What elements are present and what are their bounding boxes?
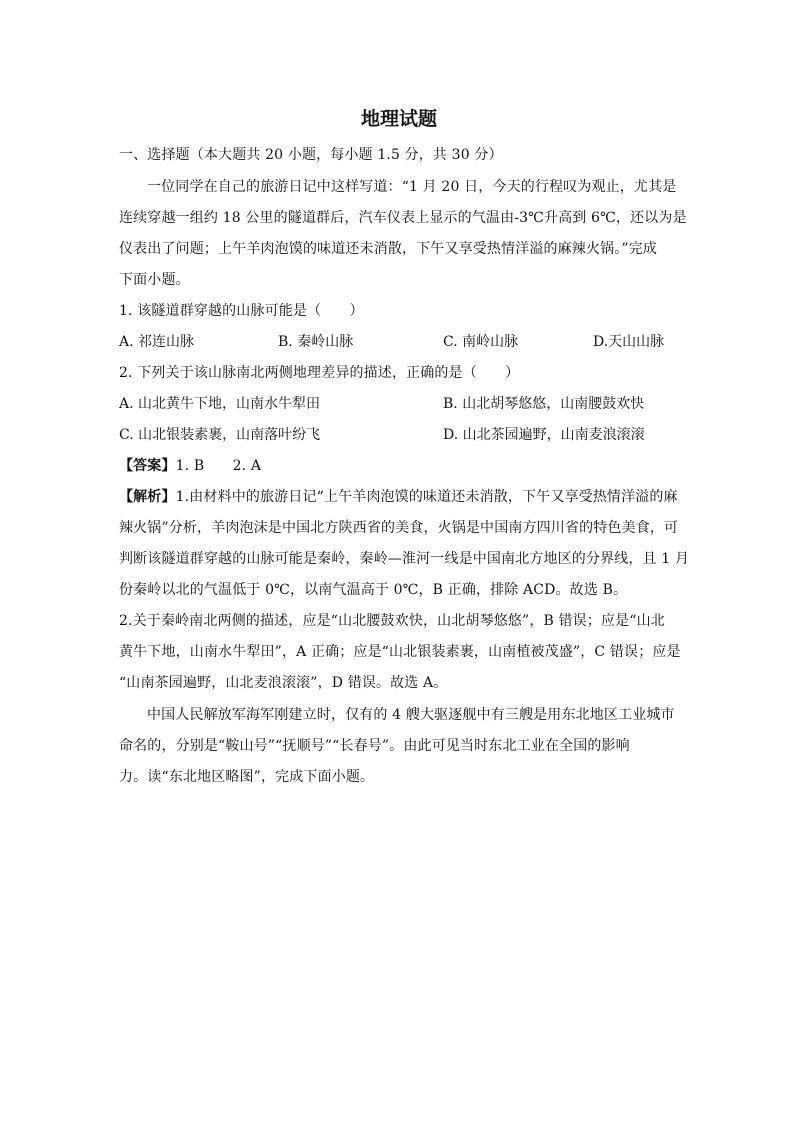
passage1-line-2: 连续穿越一组约 18 公里的隧道群后，汽车仪表上显示的气温由-3℃升高到 6℃，还以为是 (119, 210, 687, 226)
analysis-label: 【解析】 (119, 489, 176, 505)
passage2-line-3: 力。读“东北地区略图”，完成下面小题。 (119, 769, 375, 785)
q2-option-a: A. 山北黄牛下地，山南水牛犁田 (119, 396, 321, 412)
analysis-line-6: 黄牛下地，山南水牛犁田”，A 正确；应是“山北银装素裹，山南植被茂盛”，C 错误；应是 (119, 644, 681, 660)
analysis-line-7: “山南茶园遍野，山北麦浪滚滚”，D 错误。故选 A。 (119, 675, 448, 691)
q2-option-b: B. 山北胡琴悠悠，山南腰鼓欢快 (443, 396, 645, 412)
passage2-line-1: 中国人民解放军海军刚建立时，仅有的 4 艘大驱逐舰中有三艘是用东北地区工业城市 (147, 707, 675, 723)
analysis-line-4: 份秦岭以北的气温低于 0℃，以南气温高于 0℃，B 正确，排除 ACD。故选 B。 (119, 582, 628, 598)
q1-option-d: D.天山山脉 (593, 334, 665, 350)
q1-option-b: B. 秦岭山脉 (278, 334, 354, 350)
q2-option-d: D. 山北茶园遍野，山南麦浪滚滚 (443, 427, 645, 443)
answer-label: 【答案】 (119, 458, 176, 474)
answer-text: 1. B 2. A (175, 458, 262, 474)
question-1-options (119, 333, 679, 351)
analysis-line-1 (119, 488, 678, 506)
question-1-stem: 1. 该隧道群穿越的山脉可能是（ ） (119, 303, 364, 319)
question-2-stem: 2. 下列关于该山脉南北两侧地理差异的描述，正确的是（ ） (119, 365, 520, 381)
analysis-line-2: 辣火锅”分析，羊肉泡沫是中国北方陕西省的美食，火锅是中国南方四川省的特色美食，可 (119, 520, 679, 536)
answer-line (119, 457, 261, 475)
passage1-line-1: 一位同学在自己的旅游日记中这样写道：“1 月 20 日，今天的行程叹为观止，尤其是 (147, 179, 677, 195)
passage2-line-2: 命名的，分别是“鞍山号”“抚顺号”“长春号”。由此可见当时东北工业在全国的影响 (119, 738, 630, 754)
q1-option-c: C. 南岭山脉 (443, 334, 519, 350)
section-heading: 一、选择题（本大题共 20 小题，每小题 1.5 分，共 30 分） (119, 147, 503, 163)
question-2-options-row-1 (119, 395, 679, 413)
passage1-line-3: 仪表出了问题；上午羊肉泡馍的味道还未消散，下午又享受热情洋溢的麻辣火锅。”完成 (119, 241, 658, 257)
question-2-options-row-2 (119, 426, 679, 444)
q2-option-c: C. 山北银装素裹，山南落叶纷飞 (119, 427, 321, 443)
analysis-line-5: 2.关于秦岭南北两侧的描述，应是“山北腰鼓欢快，山北胡琴悠悠”，B 错误；应是“山北 (119, 613, 665, 629)
q1-option-a: A. 祁连山脉 (119, 334, 195, 350)
passage1-line-4: 下面小题。 (119, 272, 190, 288)
analysis-text-1: 1.由材料中的旅游日记“上午羊肉泡馍的味道还未消散，下午又享受热情洋溢的麻 (175, 489, 678, 505)
page-title: 地理试题 (360, 108, 437, 130)
analysis-line-3: 判断该隧道群穿越的山脉可能是秦岭，秦岭—淮河一线是中国南北方地区的分界线，且 1 月 (119, 551, 690, 567)
